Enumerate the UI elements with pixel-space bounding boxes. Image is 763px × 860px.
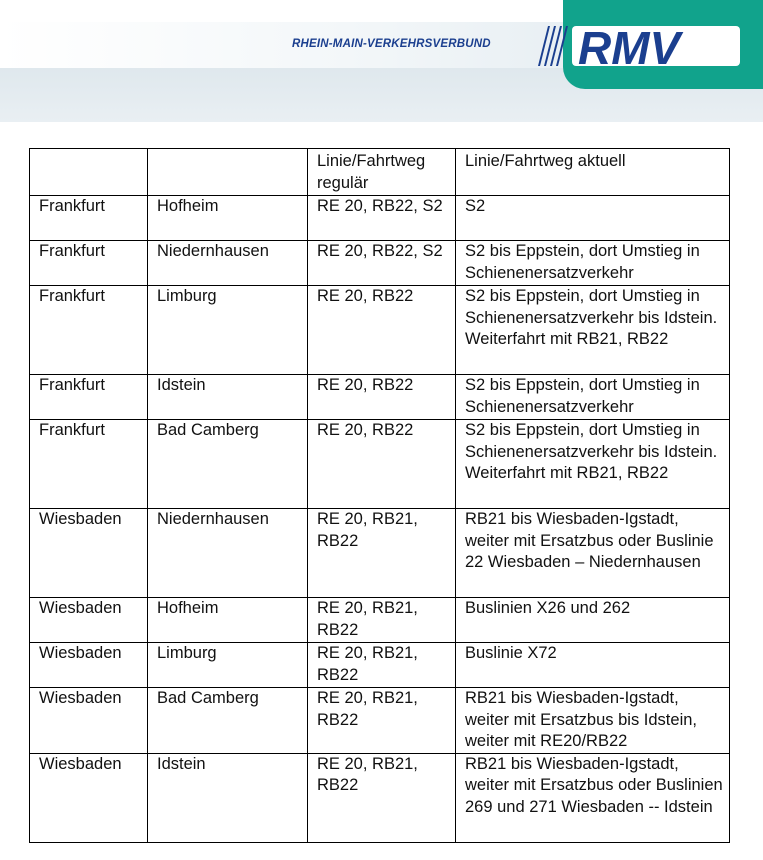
regular-route-cell: RE 20, RB22, S2 <box>308 241 456 286</box>
regular-route-cell: RE 20, RB22 <box>308 286 456 375</box>
table-row <box>30 196 730 241</box>
from-cell: Frankfurt <box>30 196 148 241</box>
regular-route-cell: RE 20, RB22 <box>308 375 456 420</box>
regular-route-cell: RE 20, RB21, RB22 <box>308 643 456 688</box>
regular-route-cell: RE 20, RB21, RB22 <box>308 598 456 643</box>
from-cell: Frankfurt <box>30 375 148 420</box>
to-cell: Limburg <box>148 643 308 688</box>
header-cell: Linie/Fahrtweg aktuell <box>456 149 730 196</box>
table-row <box>30 753 730 842</box>
from-cell: Wiesbaden <box>30 688 148 754</box>
table-row <box>30 598 730 643</box>
current-route-cell: S2 <box>456 196 730 241</box>
connections-table <box>29 148 730 843</box>
to-cell: Hofheim <box>148 196 308 241</box>
to-cell: Niedernhausen <box>148 509 308 598</box>
to-cell: Bad Camberg <box>148 420 308 509</box>
to-cell: Idstein <box>148 753 308 842</box>
from-cell: Wiesbaden <box>30 643 148 688</box>
org-name: RHEIN-MAIN-VERKEHRSVERBUND <box>292 38 491 50</box>
to-cell: Niedernhausen <box>148 241 308 286</box>
current-route-cell: S2 bis Eppstein, dort Umstieg in Schienenersatzverkehr bis Idstein. Weiterfahrt mit RB21, RB22 <box>456 420 730 509</box>
table-row <box>30 688 730 754</box>
table-row <box>30 509 730 598</box>
table-row <box>30 241 730 286</box>
current-route-cell: RB21 bis Wiesbaden-Igstadt, weiter mit Ersatzbus oder Buslinien 269 und 271 Wiesbaden -- Idstein <box>456 753 730 842</box>
from-cell: Frankfurt <box>30 286 148 375</box>
rmv-logo <box>530 22 740 72</box>
header-banner <box>0 0 763 122</box>
current-route-cell: Buslinie X72 <box>456 643 730 688</box>
table-row <box>30 643 730 688</box>
banner-strip <box>0 22 580 68</box>
from-cell: Wiesbaden <box>30 509 148 598</box>
table-row <box>30 375 730 420</box>
regular-route-cell: RE 20, RB22, S2 <box>308 196 456 241</box>
from-cell: Wiesbaden <box>30 598 148 643</box>
to-cell: Limburg <box>148 286 308 375</box>
from-cell: Frankfurt <box>30 241 148 286</box>
header-cell <box>30 149 148 196</box>
logo-text: RMV <box>578 22 681 72</box>
regular-route-cell: RE 20, RB21, RB22 <box>308 509 456 598</box>
table-header-row <box>30 149 730 196</box>
to-cell: Bad Camberg <box>148 688 308 754</box>
regular-route-cell: RE 20, RB22 <box>308 420 456 509</box>
table-row <box>30 286 730 375</box>
table-row <box>30 420 730 509</box>
to-cell: Hofheim <box>148 598 308 643</box>
header-cell <box>148 149 308 196</box>
regular-route-cell: RE 20, RB21, RB22 <box>308 753 456 842</box>
from-cell: Wiesbaden <box>30 753 148 842</box>
regular-route-cell: RE 20, RB21, RB22 <box>308 688 456 754</box>
current-route-cell: RB21 bis Wiesbaden-Igstadt, weiter mit Ersatzbus oder Buslinie 22 Wiesbaden – Niedernhausen <box>456 509 730 598</box>
header-cell: Linie/Fahrtweg regulär <box>308 149 456 196</box>
current-route-cell: Buslinien X26 und 262 <box>456 598 730 643</box>
to-cell: Idstein <box>148 375 308 420</box>
current-route-cell: S2 bis Eppstein, dort Umstieg in Schienenersatzverkehr bis Idstein. Weiterfahrt mit RB21, RB22 <box>456 286 730 375</box>
current-route-cell: RB21 bis Wiesbaden-Igstadt, weiter mit Ersatzbus bis Idstein, weiter mit RE20/RB22 <box>456 688 730 754</box>
current-route-cell: S2 bis Eppstein, dort Umstieg in Schienenersatzverkehr <box>456 241 730 286</box>
from-cell: Frankfurt <box>30 420 148 509</box>
current-route-cell: S2 bis Eppstein, dort Umstieg in Schienenersatzverkehr <box>456 375 730 420</box>
